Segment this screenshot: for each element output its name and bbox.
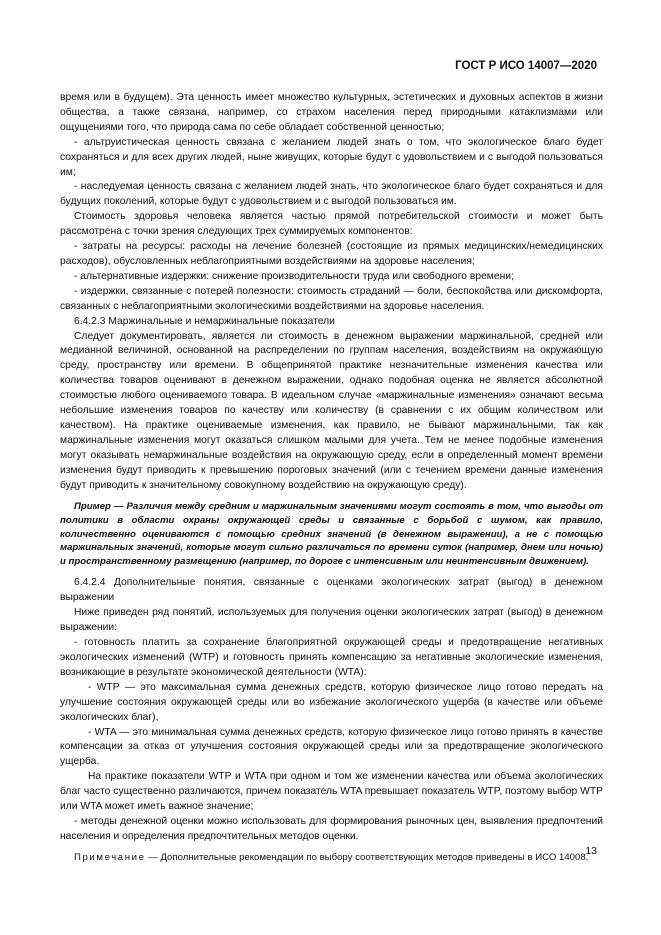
list-item-altruistic-value: - альтруистическая ценность связана с желанием людей знать о том, что экологическое благо будет сохраняться и для всех других людей, ныне живущих, которые будут с удовольствием и с выгодой пользоваться им; [60,136,603,178]
page-body [60,91,603,864]
sublist-item-wtp: - WTP — это максимальная сумма денежных средств, которую физическое лицо готово передать на улучшение состояния окружающей среды или во избежание экологического ущерба (в качестве или объеме экологических благ), [60,681,603,723]
sublist-item-wta: - WTA — это минимальная сумма денежных средств, которую физическое лицо готово принять в качестве компенсации за отказ от улучшения состояния окружающей среды или за предотвращение экологического ущерба. [60,726,603,768]
document-code-header: ГОСТ Р ИСО 14007—2020 [455,60,597,72]
page-number: 13 [585,845,597,857]
list-item-resource-costs: - затраты на ресурсы: расходы на лечение болезней (состоящие из прямых медицинских/немедицинских расходов), обусловленных неблагоприятными воздействиями на здоровье населения; [60,241,603,267]
note-paragraph [60,851,603,865]
note-text: — Дополнительные рекомендации по выбору соответствующих методов приведены в ИСО 14008. [145,851,589,863]
paragraph-concepts-intro: Ниже приведен ряд понятий, используемых для получения оценки экологических затрат (выгод) в денежном выражении: [60,607,603,634]
list-item-valuation-methods: - методы денежной оценки можно использовать для формирования рыночных цен, выявления предпочтений населения и определения предпочтительных методов оценки. [60,815,603,842]
paragraph-health-value: Стоимость здоровья человека является частью прямой потребительской стоимости и может быть рассмотрена с точки зрения следующих трех суммируемых компонентов: [60,211,603,238]
example-paragraph: Пример — Различия между средним и маржинальным значениями могут состоять в том, что выгоды от политики в области охраны окружающей среды и связанные с борьбой с шумом, как правило, количественно оцениваются с помощью средних значений (в денежном выражении), а не с помощью маржинальных значений, которые могут сильно различаться по времени суток (например, днем или ночью) и пространственному размещению (например, по дороге с интенсивным или неинтенсивным движением). [60,501,603,567]
paragraph-intrinsic-value-cont: время или в будущем). Эта ценность имеет множество культурных, эстетических и духовных аспектов в жизни общества, а также связана, например, со страхом населения перед природными катаклизмами или ощущениями того, что природа сама по себе обладает собственной ценностью; [60,92,603,133]
paragraph-marginal-values: Следует документировать, является ли стоимость в денежном выражении маржинальной, средней или медианной величиной, основанной на распределении по группам населения, воздействиям на окружающую среду, пространству или времени. В общепринятой практике незначительные изменения качества или количества товаров оценивают в денежном выражении, однако подобная оценка не является абсолютной стоимостью любого оцениваемого товара. В идеальном случае «маржинальные изменения» означают весьма небольшие изменения товаров по качеству или количеству (в сравнении с их общим количеством или качеством). На практике оцениваемые изменения, как правило, не бывают маржинальными, так как маржинальные изменения могут оказаться слишком малыми для учета. Тем не менее подобные изменения могут оказывать немаржинальные воздействия на окружающую среду, если в определенный момент времени изменения будут приводить к превышению пороговых значений (или с течением времени данные изменения будут приводить к значительному совокупному воздействию на окружающую среду). [60,330,603,491]
section-heading-6-4-2-4: 6.4.2.4 Дополнительные понятия, связанные с оценками экологических затрат (выгод) в денежном выражении [60,577,603,604]
section-heading-6-4-2-3: 6.4.2.3 Маржинальные и немаржинальные показатели [74,315,335,327]
list-item-opportunity-costs: - альтернативные издержки: снижение производительности труда или свободного времени; [74,270,514,282]
list-item-wtp-wta: - готовность платить за сохранение благоприятной окружающей среды и предотвращение негативных экологических изменений (WTP) и готовность принять компенсацию за негативные экологические изменения, возникающие в результате экономической деятельности (WTA): [60,637,603,678]
paragraph-wtp-wta-practice: На практике показатели WTP и WTA при одном и том же изменении качества или объема экологических благ часто существенно различаются, причем показатель WTA превышает показатель WTP, поэтому выбор WTP или WTA может иметь важное значение; [60,771,603,813]
list-item-disutility-costs: - издержки, связанные с потерей полезности: стоимость страданий — боли, беспокойства или дискомфорта, связанных с неблагоприятными экологическими воздействиями на здоровье населения. [60,285,603,312]
note-label: Примечание [74,851,146,863]
list-item-bequest-value: - наследуемая ценность связана с желанием людей знать, что экологическое благо будет сохраняться и для будущих поколений, которые будут с удовольствием и с выгодой пользоваться им. [60,181,603,208]
